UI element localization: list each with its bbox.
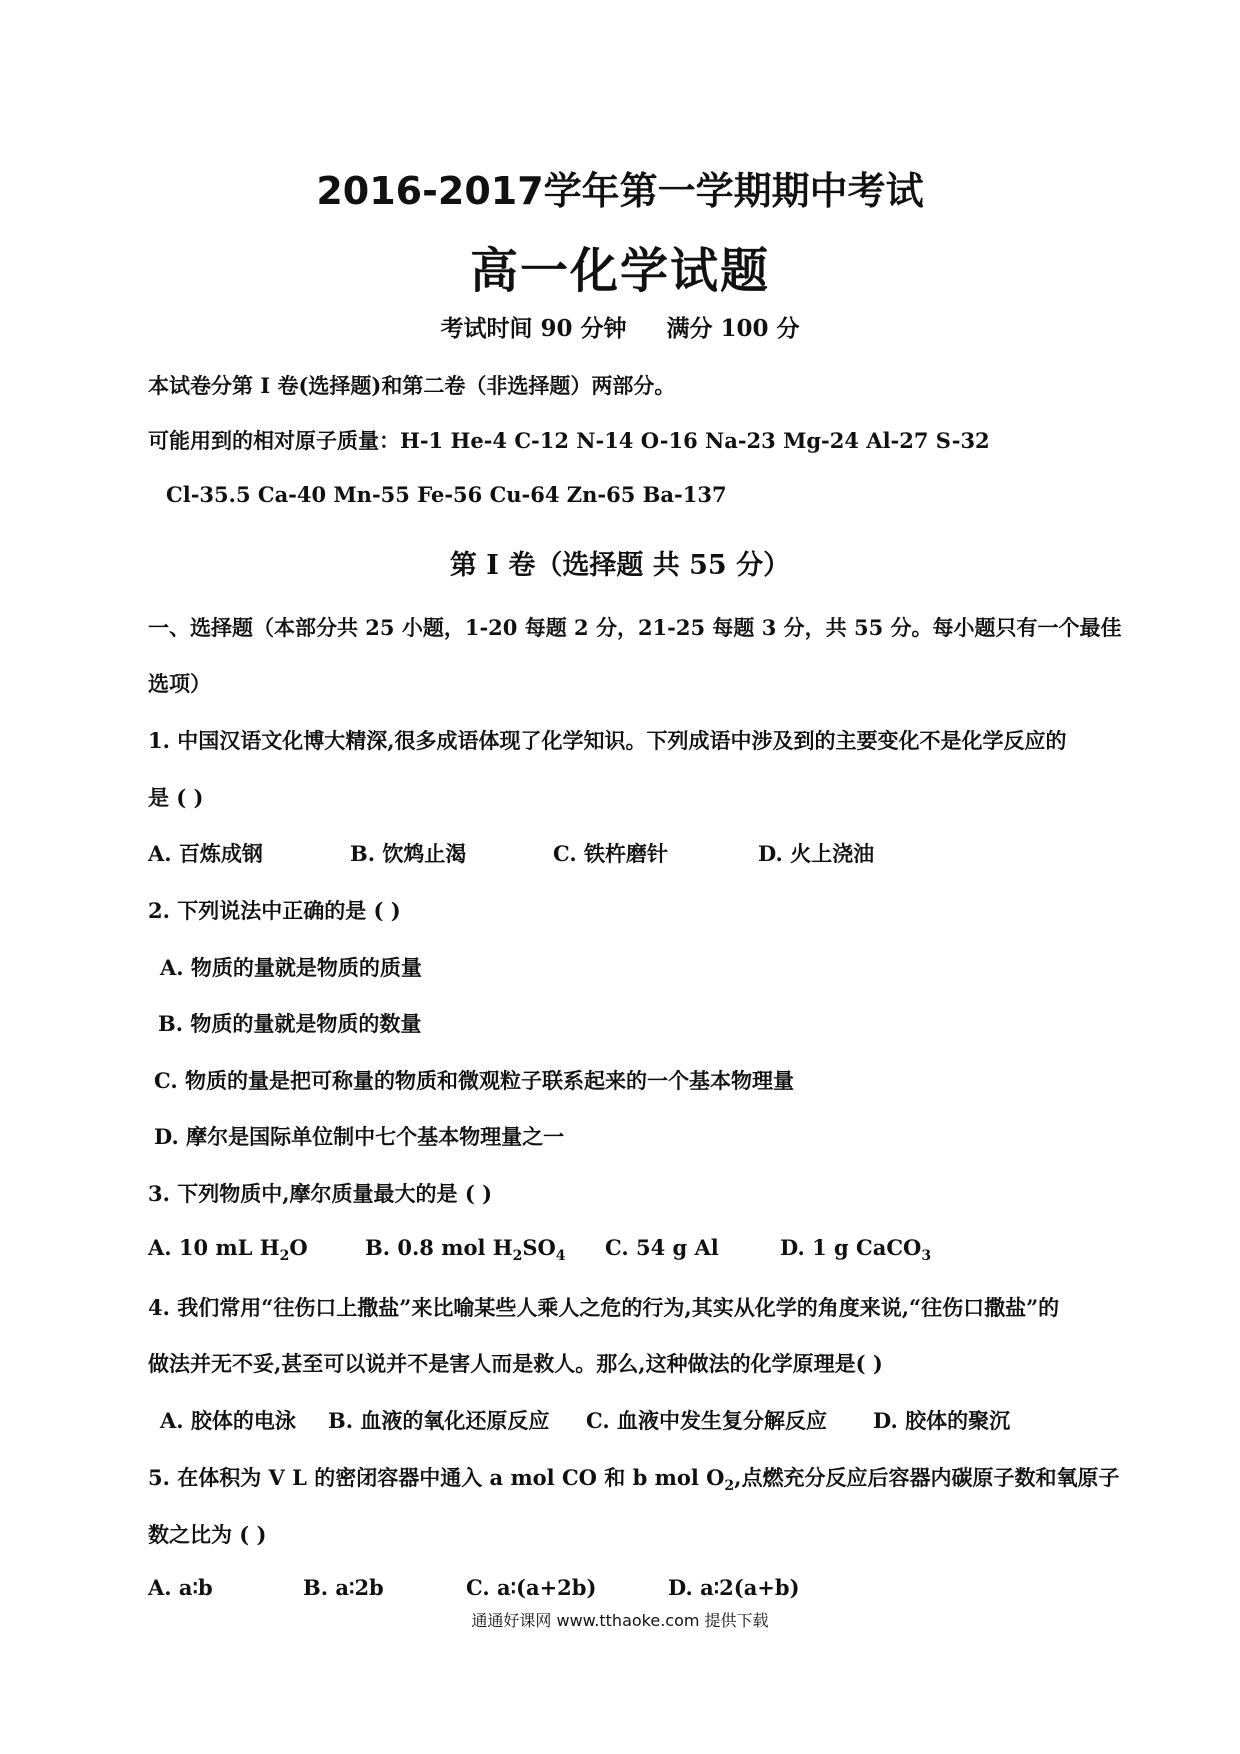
exam-title: 2016-2017学年第一学期期中考试 [316,169,924,213]
q2-option-a: A. 物质的量就是物质的质量 [160,955,422,980]
q4-option-a: A. 胶体的电泳 [160,1408,296,1433]
q3-option-d-subscript: 3 [921,1248,932,1265]
q5-stem-1-text: 5. 在体积为 V L 的密闭容器中通入 a mol CO 和 b mol O [148,1465,725,1490]
atomic-masses-line-1: 可能用到的相对原子质量：H-1 He-4 C-12 N-14 O-16 Na-23 Mg-24 Al-27 S-32 [148,428,990,453]
q4-option-c: C. 血液中发生复分解反应 [586,1408,827,1433]
q3-option-b-mid: SO [522,1235,556,1260]
q3-option-a-text: A. 10 mL H [148,1235,280,1260]
q1-option-d: D. 火上浇油 [758,841,875,866]
q3-option-b [365,1235,566,1264]
section-instructions-1: 一、选择题（本部分共 25 小题，1-20 每题 2 分，21-25 每题 3 分，共 55 分。每小题只有一个最佳 [148,615,1122,640]
q5-stem-1-tail: ,点燃充分反应后容器内碳原子数和氧原子 [734,1465,1120,1490]
q4-option-d: D. 胶体的聚沉 [873,1408,1011,1433]
q3-option-c: C. 54 g Al [605,1235,719,1260]
page-footer: 通通好课网 www.tthaoke.com 提供下载 [471,1611,769,1630]
q3-option-a-tail: O [289,1235,308,1260]
q5-stem-2: 数之比为 ( ) [148,1522,267,1547]
exam-time: 考试时间 90 分钟 [440,315,627,342]
q3-option-a-subscript: 2 [279,1248,290,1265]
q1-option-b: B. 饮鸩止渴 [350,841,467,866]
exam-meta [0,310,1240,343]
q2-stem: 2. 下列说法中正确的是 ( ) [148,898,401,923]
q5-option-b: B. a∶2b [303,1575,384,1600]
q5-stem-1 [148,1462,1119,1494]
q1-option-c: C. 铁杵磨针 [553,841,668,866]
q4-stem-1: 4. 我们常用“往伤口上撒盐”来比喻某些人乘人之危的行为,其实从化学的角度来说,“往伤口撒盐”的 [148,1295,1060,1320]
q3-option-d-text: D. 1 g CaCO [780,1235,922,1260]
q3-option-a [148,1235,308,1264]
q5-option-d: D. a∶2(a+b) [668,1575,800,1600]
q5-stem-1-subscript: 2 [724,1478,735,1495]
subject-title: 高一化学试题 [469,243,770,299]
section-instructions-2: 选项） [148,671,211,696]
q3-option-d [780,1235,931,1264]
section-title: 第 I 卷（选择题 共 55 分） [449,550,791,581]
q2-option-d: D. 摩尔是国际单位制中七个基本物理量之一 [154,1124,565,1149]
q4-option-b: B. 血液的氧化还原反应 [328,1408,550,1433]
q2-option-c: C. 物质的量是把可称量的物质和微观粒子联系起来的一个基本物理量 [154,1068,794,1093]
exam-score: 满分 100 分 [666,315,800,342]
q5-option-c: C. a∶(a+2b) [466,1575,597,1600]
q3-option-b-subscript-2: 4 [555,1248,566,1265]
q1-stem-2: 是 ( ) [148,785,204,810]
q1-stem-1: 1. 中国汉语文化博大精深,很多成语体现了化学知识。下列成语中涉及到的主要变化不是化学反应的 [148,728,1067,753]
atomic-masses-line-2: Cl-35.5 Ca-40 Mn-55 Fe-56 Cu-64 Zn-65 Ba-137 [166,482,727,507]
q3-option-b-subscript-1: 2 [512,1248,523,1265]
q2-option-b: B. 物质的量就是物质的数量 [158,1011,422,1036]
q3-stem: 3. 下列物质中,摩尔质量最大的是 ( ) [148,1181,493,1206]
q1-option-a: A. 百炼成钢 [148,841,263,866]
q5-option-a: A. a∶b [148,1575,213,1600]
intro-line: 本试卷分第 I 卷(选择题)和第二卷（非选择题）两部分。 [148,373,676,398]
q4-stem-2: 做法并无不妥,甚至可以说并不是害人而是救人。那么,这种做法的化学原理是( ) [148,1351,883,1376]
q3-option-b-text: B. 0.8 mol H [365,1235,513,1260]
